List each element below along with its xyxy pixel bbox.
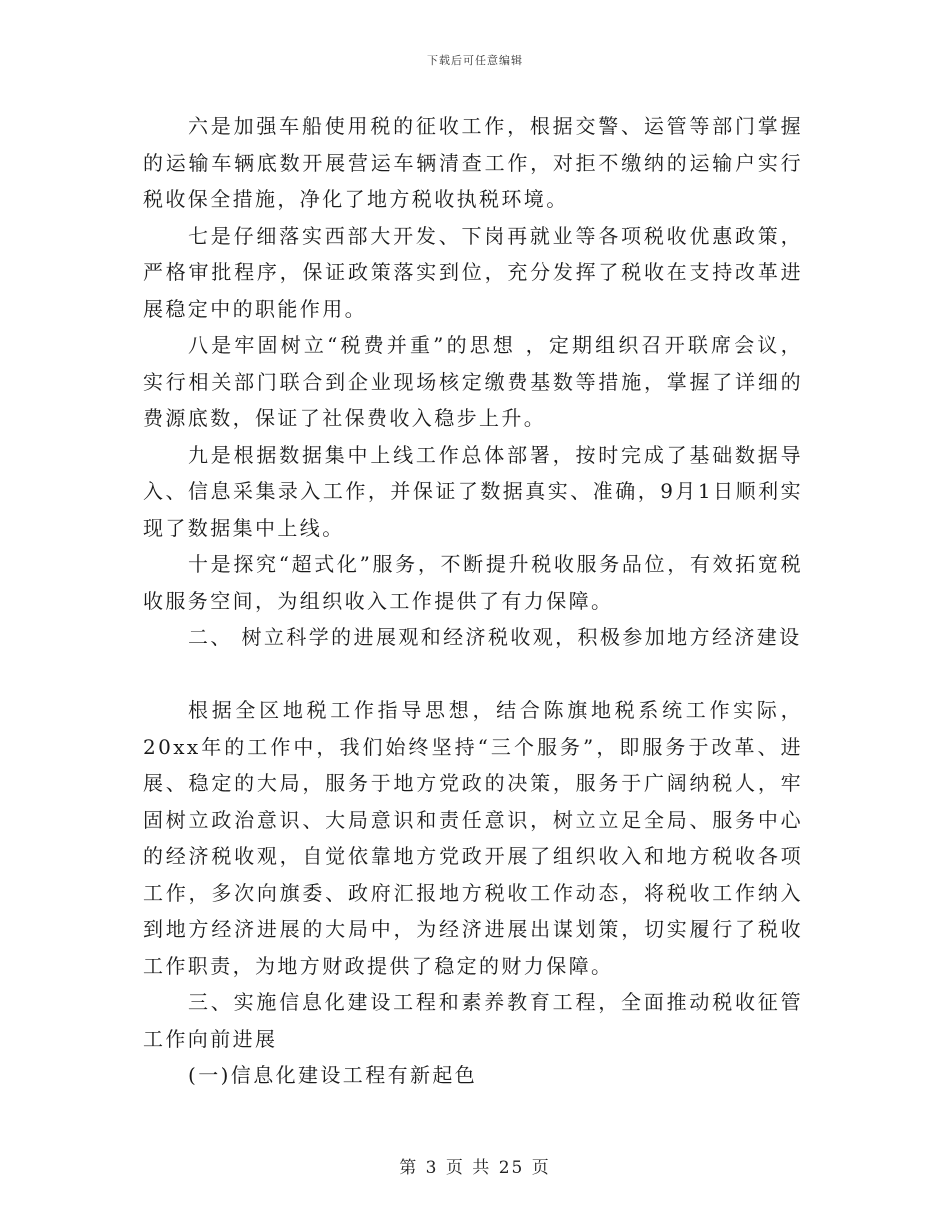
paragraph-item-7: 七是仔细落实西部大开发、下岗再就业等各项税收优惠政策，严格审批程序，保证政策落实到位，充分发挥了税收在支持改革进展稳定中的职能作用。 xyxy=(143,223,803,321)
section-3-heading: 三、实施信息化建设工程和素养教育工程，全面推动税收征管工作向前进展 xyxy=(143,990,803,1051)
paragraph-item-6: 六是加强车船使用税的征收工作，根据交警、运管等部门掌握的运输车辆底数开展营运车辆清查工作，对拒不缴纳的运输户实行税收保全措施，净化了地方税收执税环境。 xyxy=(143,114,803,211)
paragraph-item-9: 九是根据数据集中上线工作总体部署，按时完成了基础数据导入、信息采集录入工作，并保证了数据真实、准确，9月1日顺利实现了数据集中上线。 xyxy=(143,442,803,540)
page-header: 下载后可任意编辑 xyxy=(427,54,523,67)
page-number-footer: 第 3 页 共 25 页 xyxy=(399,1158,551,1178)
section-3-subheading: (一)信息化建设工程有新起色 xyxy=(188,1063,478,1087)
section-2-body: 根据全区地税工作指导思想，结合陈旗地税系统工作实际，20xx年的工作中，我们始终坚持“三个服务”，即服务于改革、进展、稳定的大局，服务于地方党政的决策，服务于广阔纳税人，牢固树立政治意识、大局意识和责任意识，树立立足全局、服务中心的经济税收观，自觉依靠地方党政开展了组织收入和地方税收各项工作，多次向旗委、政府汇报地方税收工作动态，将税收工作纳入到地方经济进展的大局中，为经济进展出谋划策，切实履行了税收工作职责，为地方财政提供了稳定的财力保障。 xyxy=(143,698,803,978)
document-body xyxy=(143,108,803,1094)
paragraph-item-8: 八是牢固树立“税费并重”的思想 ，定期组织召开联席会议，实行相关部门联合到企业现场核定缴费基数等措施，掌握了详细的费源底数，保证了社保费收入稳步上升。 xyxy=(143,333,803,430)
paragraph-item-10: 十是探究“超式化”服务，不断提升税收服务品位，有效拓宽税收服务空间，为组织收入工作提供了有力保障。 xyxy=(143,552,803,613)
section-2-heading: 二、 树立科学的进展观和经济税收观，积极参加地方经济建设 xyxy=(188,625,802,649)
